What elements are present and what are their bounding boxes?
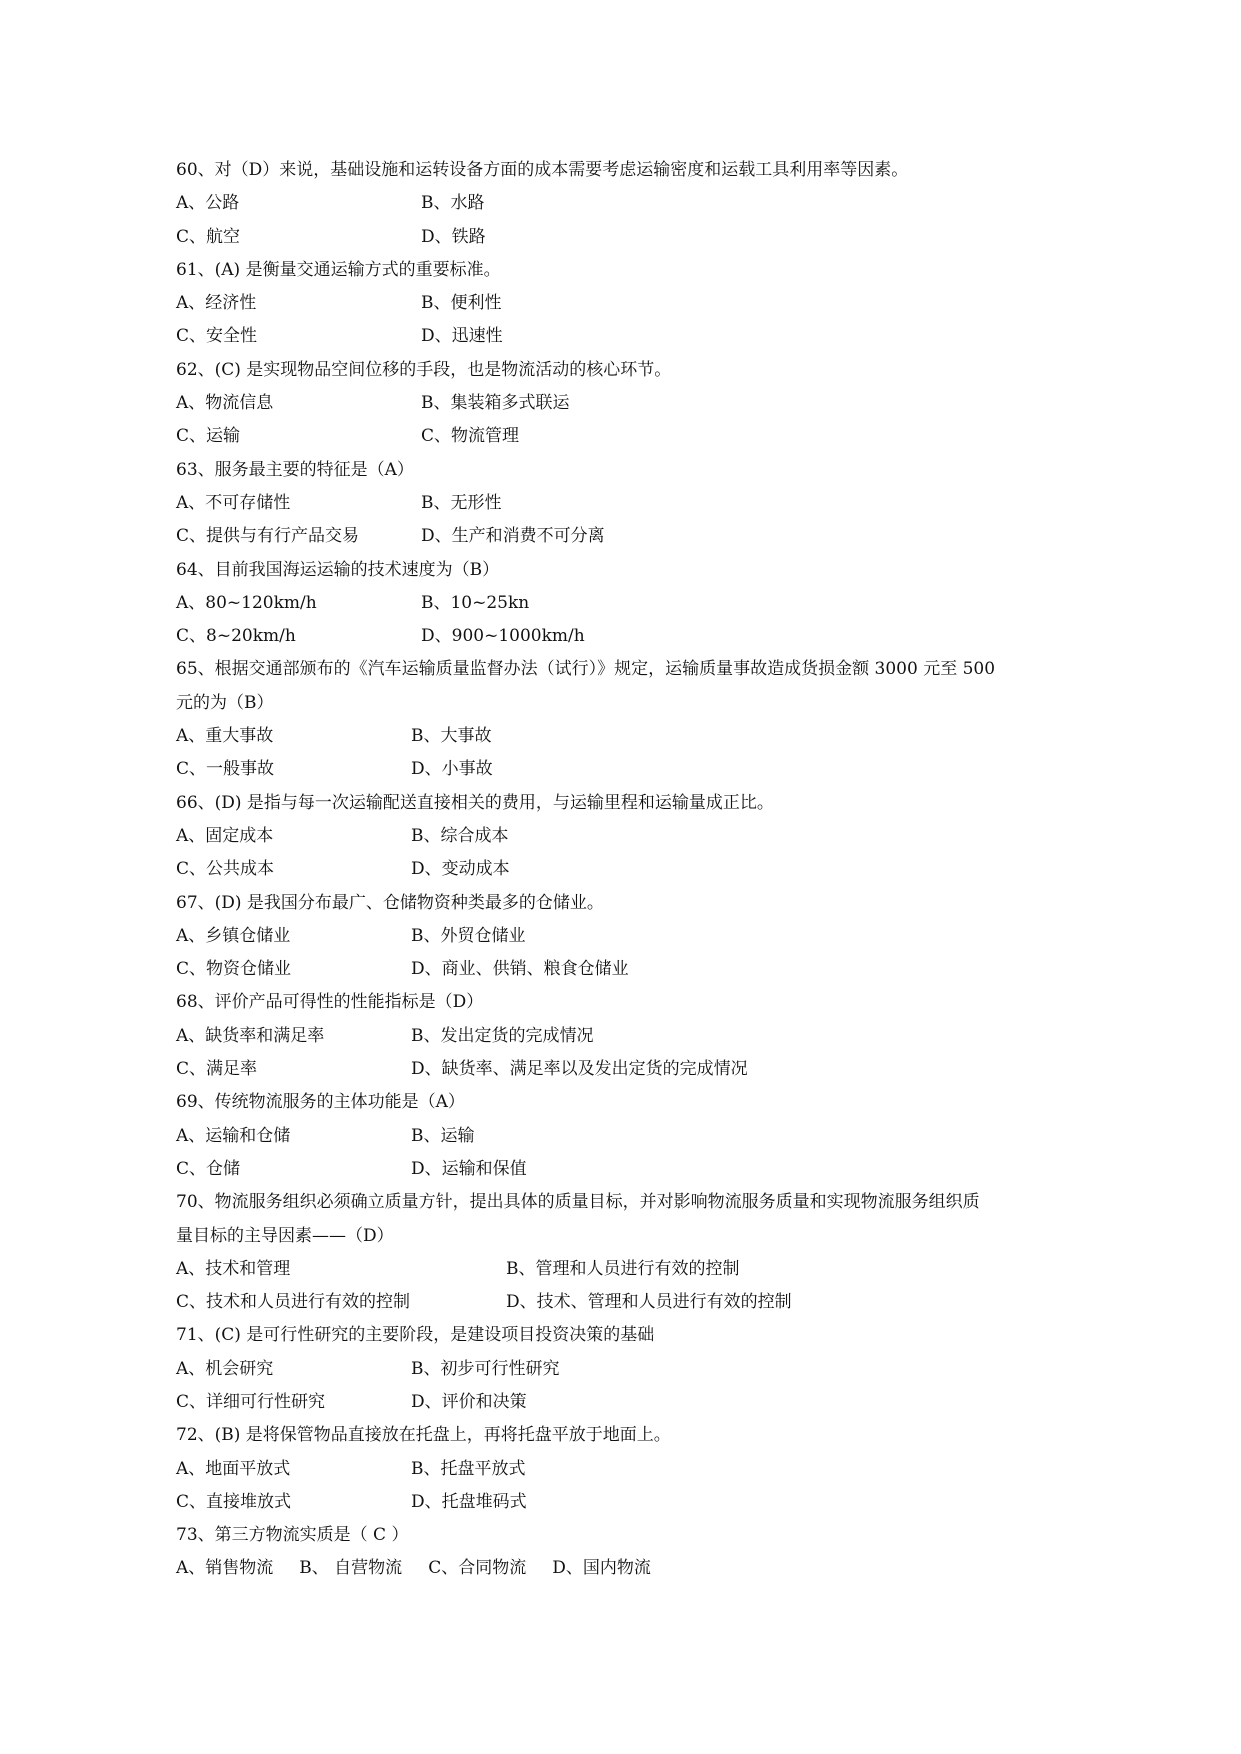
options-row [176, 1353, 1076, 1386]
option-c: C、8~20km/h [176, 626, 296, 647]
question-65-continued: 元的为（B） [176, 692, 274, 713]
options-row [176, 820, 1076, 853]
options-row [176, 1020, 1076, 1053]
option-a: A、机会研究 [176, 1358, 274, 1379]
question-60: 60、对（D）来说，基础设施和运转设备方面的成本需要考虑运输密度和运载工具利用率等因素。 [176, 160, 909, 180]
options-row [176, 1552, 1076, 1585]
option-c: C、物资仓储业 [176, 959, 292, 980]
option-d: D、国内物流 [552, 1558, 651, 1579]
option-a: A、公路 [176, 193, 240, 214]
question-70-continued: 量目标的主导因素——（D） [176, 1225, 394, 1246]
option-c: C、仓储 [176, 1158, 241, 1179]
options-row [176, 1286, 1076, 1319]
options-row [176, 853, 1076, 886]
options-row [176, 387, 1076, 420]
option-d: D、评价和决策 [411, 1391, 527, 1412]
option-a: A、销售物流 [176, 1558, 274, 1579]
option-b: B、综合成本 [411, 825, 509, 846]
option-d: D、运输和保值 [411, 1158, 527, 1179]
option-c: C、技术和人员进行有效的控制 [176, 1292, 411, 1313]
question-73: 73、第三方物流实质是（ C ） [176, 1525, 409, 1546]
options-row [176, 187, 1076, 220]
options-row [176, 1386, 1076, 1419]
option-b: B、大事故 [411, 726, 492, 747]
options-row [176, 221, 1076, 254]
option-c: C、运输 [176, 426, 241, 447]
option-d: D、小事故 [411, 759, 493, 780]
question-64: 64、目前我国海运运输的技术速度为（B） [176, 559, 500, 580]
option-a: A、重大事故 [176, 726, 274, 747]
option-c: C、直接堆放式 [176, 1491, 292, 1512]
option-c: C、满足率 [176, 1059, 258, 1080]
options-row [176, 320, 1076, 353]
option-c: C、提供与有行产品交易 [176, 526, 360, 547]
option-b: B、集装箱多式联运 [421, 393, 570, 414]
option-a: A、固定成本 [176, 825, 274, 846]
option-a: A、地面平放式 [176, 1458, 291, 1479]
option-d: D、生产和消费不可分离 [421, 526, 605, 547]
option-b: B、管理和人员进行有效的控制 [506, 1258, 740, 1279]
option-b: B、运输 [411, 1125, 475, 1146]
option-c: C、详细可行性研究 [176, 1391, 326, 1412]
options-row [176, 1053, 1076, 1086]
option-d: C、物流管理 [421, 426, 520, 447]
option-b: B、初步可行性研究 [411, 1358, 560, 1379]
option-a: A、经济性 [176, 293, 257, 314]
question-68: 68、评价产品可得性的性能指标是（D） [176, 992, 484, 1013]
option-a: A、技术和管理 [176, 1258, 291, 1279]
option-d: D、铁路 [421, 226, 486, 247]
option-a: A、乡镇仓储业 [176, 925, 291, 946]
question-71: 71、(C) 是可行性研究的主要阶段，是建设项目投资决策的基础 [176, 1325, 655, 1346]
question-70: 70、物流服务组织必须确立质量方针，提出具体的质量目标，并对影响物流服务质量和实现物流服务组织质 [176, 1192, 980, 1213]
option-d: D、技术、管理和人员进行有效的控制 [506, 1292, 792, 1313]
option-c: C、航空 [176, 226, 241, 247]
question-65: 65、根据交通部颁布的《汽车运输质量监督办法（试行）》规定，运输质量事故造成货损金额 3000 元至 500 [176, 659, 996, 680]
option-b: B、无形性 [421, 492, 502, 513]
options-row [176, 620, 1076, 653]
options-row [176, 287, 1076, 320]
options-row [176, 487, 1076, 520]
option-b: B、 自营物流 [299, 1558, 403, 1579]
question-72: 72、(B) 是将保管物品直接放在托盘上，再将托盘平放于地面上。 [176, 1425, 671, 1446]
option-b: B、外贸仓储业 [411, 925, 526, 946]
option-c: C、一般事故 [176, 759, 275, 780]
options-row [176, 753, 1076, 786]
options-row [176, 720, 1076, 753]
option-b: B、10~25kn [421, 592, 530, 613]
question-63: 63、服务最主要的特征是（A） [176, 459, 414, 480]
options-row [176, 920, 1076, 953]
option-b: B、托盘平放式 [411, 1458, 526, 1479]
options-row [176, 520, 1076, 553]
options-row [176, 587, 1076, 620]
option-a: A、不可存储性 [176, 492, 291, 513]
option-a: A、缺货率和满足率 [176, 1025, 325, 1046]
options-row [176, 1253, 1076, 1286]
question-67: 67、(D) 是我国分布最广、仓储物资种类最多的仓储业。 [176, 892, 604, 913]
option-b: B、便利性 [421, 293, 502, 314]
option-a: A、物流信息 [176, 393, 274, 414]
question-62: 62、(C) 是实现物品空间位移的手段，也是物流活动的核心环节。 [176, 359, 672, 380]
option-b: B、水路 [421, 193, 485, 214]
options-row [176, 1153, 1076, 1186]
option-d: D、迅速性 [421, 326, 503, 347]
options-row [176, 1120, 1076, 1153]
document-body [176, 154, 1076, 1586]
options-row [176, 1453, 1076, 1486]
option-b: B、发出定货的完成情况 [411, 1025, 594, 1046]
option-d: D、变动成本 [411, 859, 510, 880]
options-row [176, 953, 1076, 986]
option-c: C、合同物流 [428, 1558, 527, 1579]
option-d: D、900~1000km/h [421, 626, 585, 647]
option-c: C、安全性 [176, 326, 258, 347]
option-c: C、公共成本 [176, 859, 275, 880]
option-a: A、80~120km/h [176, 592, 317, 613]
question-61: 61、(A) 是衡量交通运输方式的重要标准。 [176, 259, 501, 280]
question-69: 69、传统物流服务的主体功能是（A） [176, 1092, 465, 1113]
option-d: D、托盘堆码式 [411, 1491, 527, 1512]
question-66: 66、(D) 是指与每一次运输配送直接相关的费用，与运输里程和运输量成正比。 [176, 792, 774, 813]
options-row [176, 1486, 1076, 1519]
option-d: D、商业、供销、粮食仓储业 [411, 959, 629, 980]
option-a: A、运输和仓储 [176, 1125, 291, 1146]
options-row [176, 420, 1076, 453]
option-d: D、缺货率、满足率以及发出定货的完成情况 [411, 1059, 748, 1080]
